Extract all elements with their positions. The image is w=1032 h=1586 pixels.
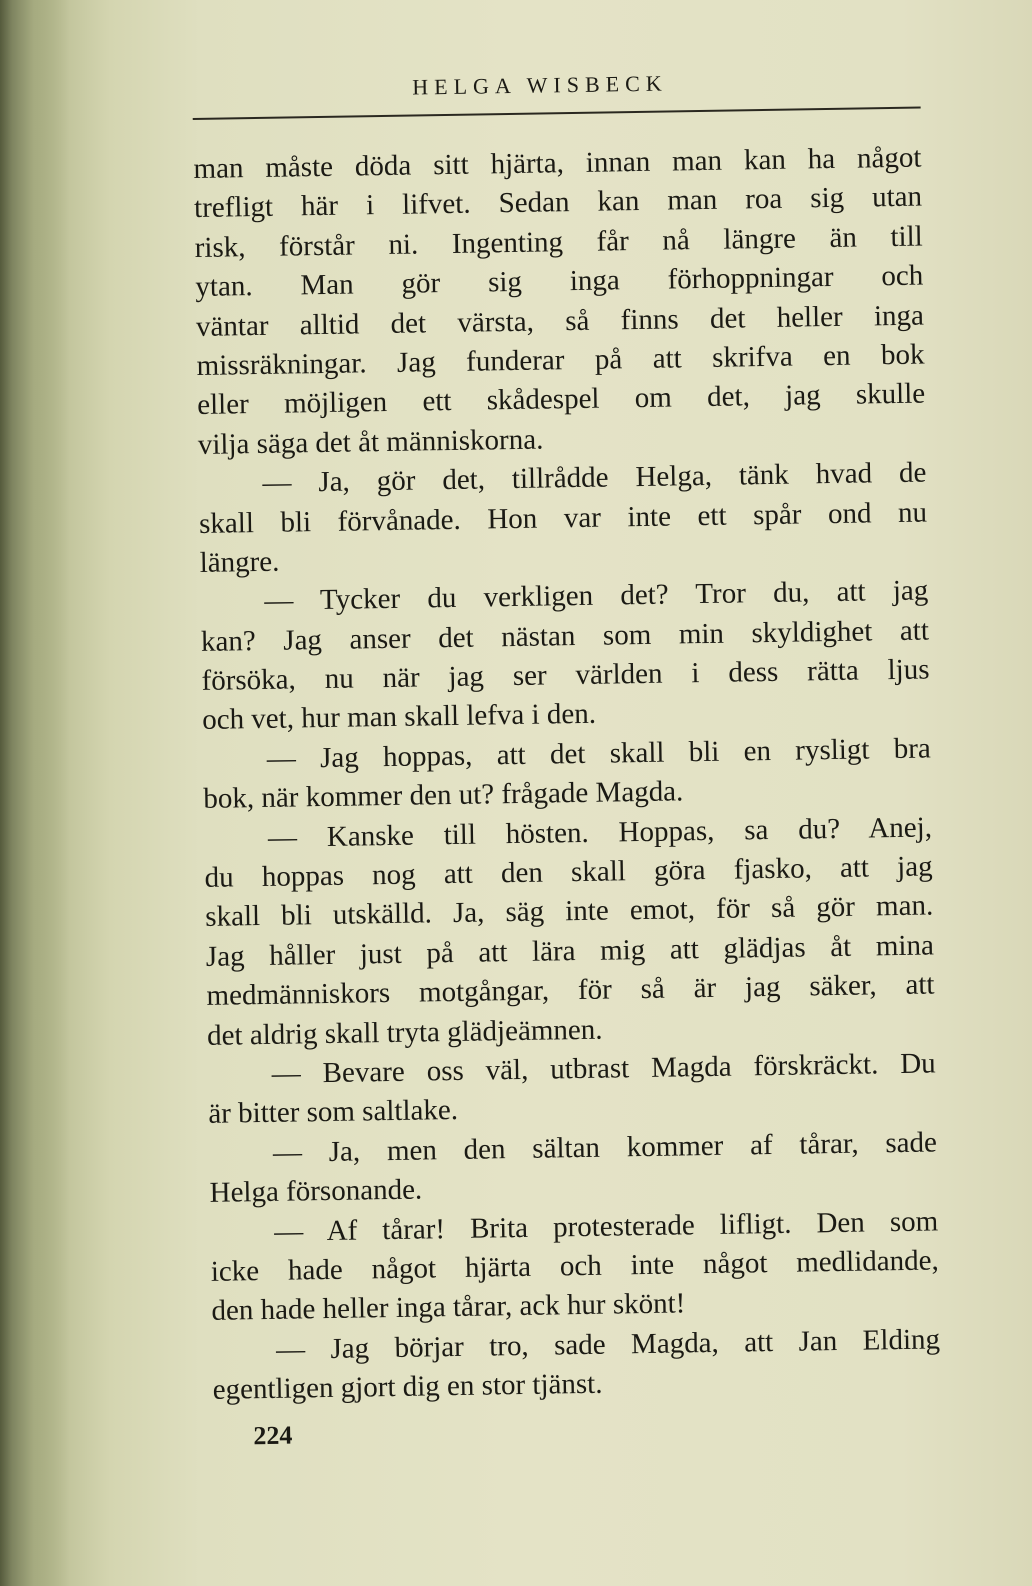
text-line: — Kanske till hösten. Hoppas, sa du? Anej, [267, 811, 933, 854]
text-line: vilja säga det åt människorna. [197, 423, 544, 461]
page-number: 224 [253, 1420, 293, 1451]
text-line: och vet, hur man skall lefva i den. [201, 698, 597, 737]
text-line: Helga försonande. [209, 1173, 423, 1210]
text-line: icke hade något hjärta och inte något medlidande, [210, 1244, 940, 1288]
text-line: risk, förstår ni. Ingenting får nå längre än till [194, 220, 923, 264]
text-line: skall bli utskälld. Ja, säg inte emot, för så gör man. [205, 889, 934, 934]
text-line: egentligen gjort dig en stor tjänst. [212, 1367, 603, 1406]
text-line: skall bli förvånade. Hon var inte ett spår ond nu [198, 496, 928, 540]
header-rule [193, 107, 921, 120]
text-line: försöka, nu när jag ser världen i dess rätta ljus [201, 653, 930, 698]
printed-page [192, 60, 975, 1552]
body-text [193, 139, 941, 1411]
text-line: missräkningar. Jag funderar på att skrifva en bok [196, 338, 925, 382]
text-line: — Ja, gör det, tillrådde Helga, tänk hvad de [262, 456, 927, 500]
text-line: — Jag börjar tro, sade Magda, att Jan Elding [275, 1323, 941, 1366]
text-line: — Af tårar! Brita protesterade lifligt. Den som [273, 1204, 939, 1248]
running-head: HELGA WISBECK [412, 70, 668, 100]
text-line: den hade heller inga tårar, ack hur skönt! [211, 1287, 686, 1328]
text-line: — Tycker du verkligen det? Tror du, att jag [264, 574, 929, 618]
text-line: man måste döda sitt hjärta, innan man kan ha något [193, 141, 922, 185]
text-line: det aldrig skall tryta glädjeämnen. [206, 1013, 603, 1052]
text-line: Jag håller just på att lära mig att glädjas åt mina [205, 929, 935, 973]
text-line: trefligt här i lifvet. Sedan kan man roa sig utan [193, 180, 923, 225]
text-line: eller möjligen ett skådespel om det, jag skulle [196, 377, 926, 422]
text-line: — Bevare oss väl, utbrast Magda förskräckt. Du [271, 1047, 936, 1090]
text-line: väntar alltid det värsta, så finns det heller inga [195, 299, 925, 343]
book-gutter-shadow [0, 0, 70, 1586]
text-line: — Jag hoppas, att det skall bli en rysligt bra [266, 732, 931, 775]
text-line: medmänniskors motgångar, för så är jag säker, att [206, 968, 935, 1013]
text-line: är bitter som saltlake. [208, 1094, 459, 1131]
text-line: kan? Jag anser det nästan som min skyldighet att [200, 614, 930, 658]
text-line: bok, när kommer den ut? frågade Magda. [203, 775, 684, 816]
text-line: längre. [199, 545, 280, 579]
text-line: ytan. Man gör sig inga förhoppningar och [195, 259, 924, 304]
text-line: — Ja, men den sältan kommer af tårar, sade [272, 1126, 938, 1169]
text-line: du hoppas nog att den skall göra fjasko, att jag [204, 850, 933, 894]
